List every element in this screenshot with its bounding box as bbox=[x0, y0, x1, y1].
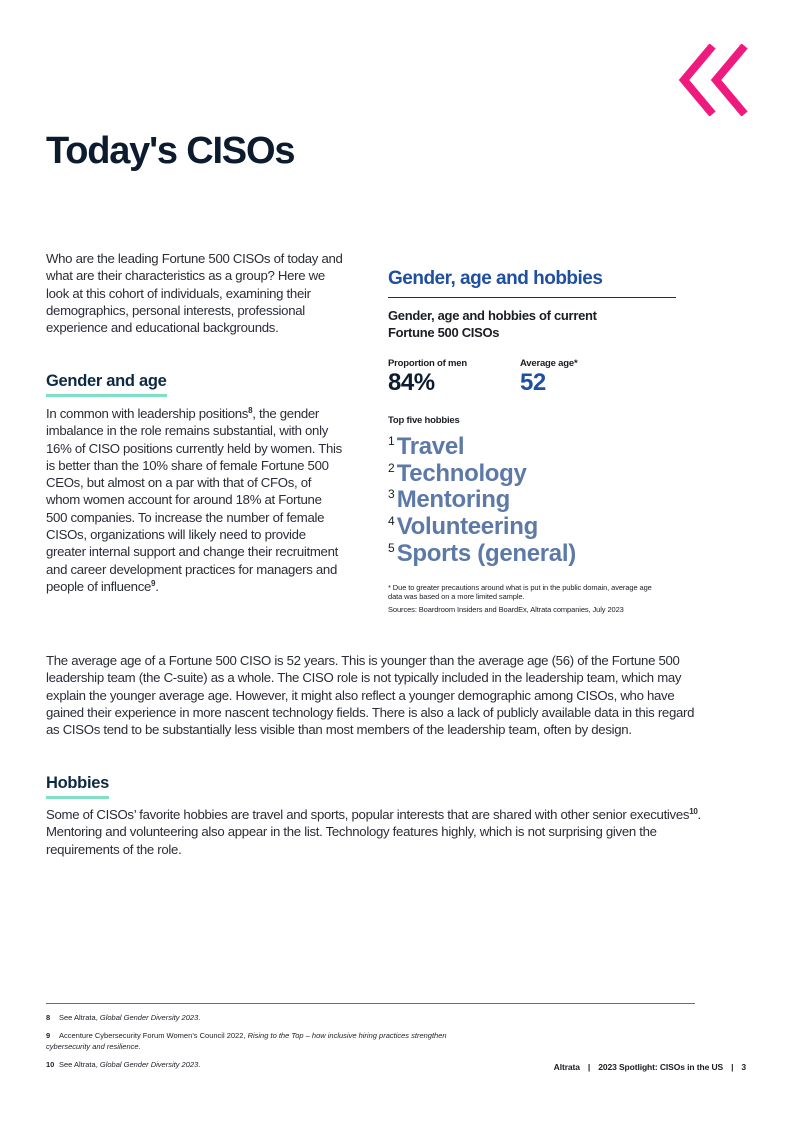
hobby-name: Volunteering bbox=[396, 513, 538, 541]
footnote-text: See Altrata, bbox=[59, 1060, 100, 1069]
age-value: 52 bbox=[520, 369, 546, 396]
list-item bbox=[388, 535, 576, 567]
double-chevron-left-icon bbox=[676, 44, 750, 116]
footer-brand: Altrata bbox=[553, 1062, 580, 1072]
stat-men bbox=[388, 358, 467, 397]
gender-text-2: , the gender imbalance in the role remains substantial, with only 16% of CISO positions currently held by women. This is better than the 10% share of female Fortune 500 CEOs, but almost on a par with that of CFOs, of whom women account for around 18% at Fortune 500 companies. To increase the number of female CISOs, organizations will likely need to provide greater internal support and change their recruitment and career development practices for managers and people of influence bbox=[46, 406, 342, 594]
footnote-ref-9: 9 bbox=[151, 578, 156, 588]
stat-age bbox=[520, 358, 577, 397]
hobby-list bbox=[388, 428, 576, 567]
page-title: Today's CISOs bbox=[46, 130, 295, 172]
hobby-rank: 4 bbox=[388, 514, 395, 529]
gender-text-end: . bbox=[155, 578, 159, 594]
gender-paragraph bbox=[46, 405, 346, 595]
hobby-rank: 1 bbox=[388, 434, 395, 448]
list-item bbox=[388, 428, 576, 460]
hobby-rank: 2 bbox=[388, 460, 395, 475]
age-label: Average age* bbox=[520, 358, 578, 369]
list-item bbox=[388, 481, 576, 514]
footnote-text: See Altrata, bbox=[59, 1013, 100, 1022]
hobbies-heading: Hobbies bbox=[46, 774, 109, 799]
footnote-text: . bbox=[138, 1041, 141, 1051]
gender-age-heading: Gender and age bbox=[46, 372, 167, 397]
hobbies-heading-wrap bbox=[46, 774, 109, 799]
footnote-divider bbox=[46, 1003, 695, 1004]
footnote-title: Global Gender Diversity 2023 bbox=[99, 1013, 199, 1022]
footnote-10 bbox=[46, 1060, 606, 1071]
intro-paragraph: Who are the leading Fortune 500 CISOs of today and what are their characteristics as a group? Here we look at this cohort of individuals, examining their demographics, personal interests, professional experience and educational backgrounds. bbox=[46, 251, 343, 336]
hobbies-text-2: . Mentoring and volunteering also appear in the list. Technology features highly, which is not surprising given the requirements of the role. bbox=[46, 807, 701, 857]
list-item bbox=[388, 455, 576, 487]
footnote-number: 9 bbox=[46, 1031, 51, 1040]
footer-separator: | bbox=[731, 1062, 734, 1072]
running-footer bbox=[554, 1062, 746, 1072]
hobby-rank: 3 bbox=[388, 487, 395, 502]
panel-sources: Sources: Boardroom Insiders and BoardEx, Altrata companies, July 2023 bbox=[388, 605, 624, 614]
page-number: 3 bbox=[741, 1062, 746, 1072]
list-item bbox=[388, 508, 576, 541]
hobbies-paragraph bbox=[46, 806, 706, 858]
footnote-ref-10: 10 bbox=[689, 807, 698, 816]
panel-subtitle: Gender, age and hobbies of current Fortune 500 CISOs bbox=[388, 308, 597, 340]
footnote-8 bbox=[46, 1013, 606, 1024]
hobby-rank: 5 bbox=[388, 540, 395, 555]
men-label: Proportion of men bbox=[388, 358, 467, 369]
hobbies-label: Top five hobbies bbox=[388, 415, 460, 426]
footnote-text: . bbox=[198, 1060, 201, 1069]
hobby-name: Mentoring bbox=[396, 486, 510, 514]
footnote-number: 8 bbox=[46, 1013, 51, 1022]
gender-text-1: In common with leadership positions bbox=[46, 406, 249, 421]
footnote-ref-8: 8 bbox=[248, 406, 253, 415]
panel-divider bbox=[388, 297, 676, 298]
footer-separator: | bbox=[587, 1062, 591, 1072]
footer-report-title: 2023 Spotlight: CISOs in the US bbox=[598, 1062, 724, 1072]
age-paragraph: The average age of a Fortune 500 CISO is 52 years. This is younger than the average age (56) of the Fortune 500 leadership team (the C-suite) as a whole. The CISO role is not typically included in the leadership team, which may explain the younger average age. However, it might also reflect a younger demographic among CISOs, who have gained their experience in more nascent technology fields. There is also a lack of publicly available data in this regard as CISOs tend to be substantially less visible than most members of the leadership team, often by design. bbox=[46, 653, 695, 738]
gender-heading-wrap bbox=[46, 372, 167, 397]
panel-title: Gender, age and hobbies bbox=[388, 268, 603, 289]
hobby-name: Technology bbox=[396, 459, 527, 487]
hobby-name: Sports (general) bbox=[396, 539, 576, 567]
hobbies-text-1: Some of CISOs’ favorite hobbies are travel and sports, popular interests that are shared with other senior executives bbox=[46, 807, 690, 822]
men-value: 84% bbox=[388, 369, 435, 396]
footnote-title: Rising to the Top – how inclusive hiring practices strengthen cybersecurity and resilience bbox=[46, 1031, 447, 1051]
footnote-text: Accenture Cybersecurity Forum Women’s Council 2022, bbox=[59, 1031, 248, 1040]
footnote-title: Global Gender Diversity 2023 bbox=[99, 1060, 199, 1069]
footnote-number: 10 bbox=[46, 1060, 55, 1069]
hobby-name: Travel bbox=[396, 433, 465, 460]
footnote-9 bbox=[46, 1031, 476, 1052]
panel-note: * Due to greater precautions around what is put in the public domain, average age data was based on a more limited sample. bbox=[388, 583, 652, 601]
footnote-text: . bbox=[198, 1013, 201, 1022]
